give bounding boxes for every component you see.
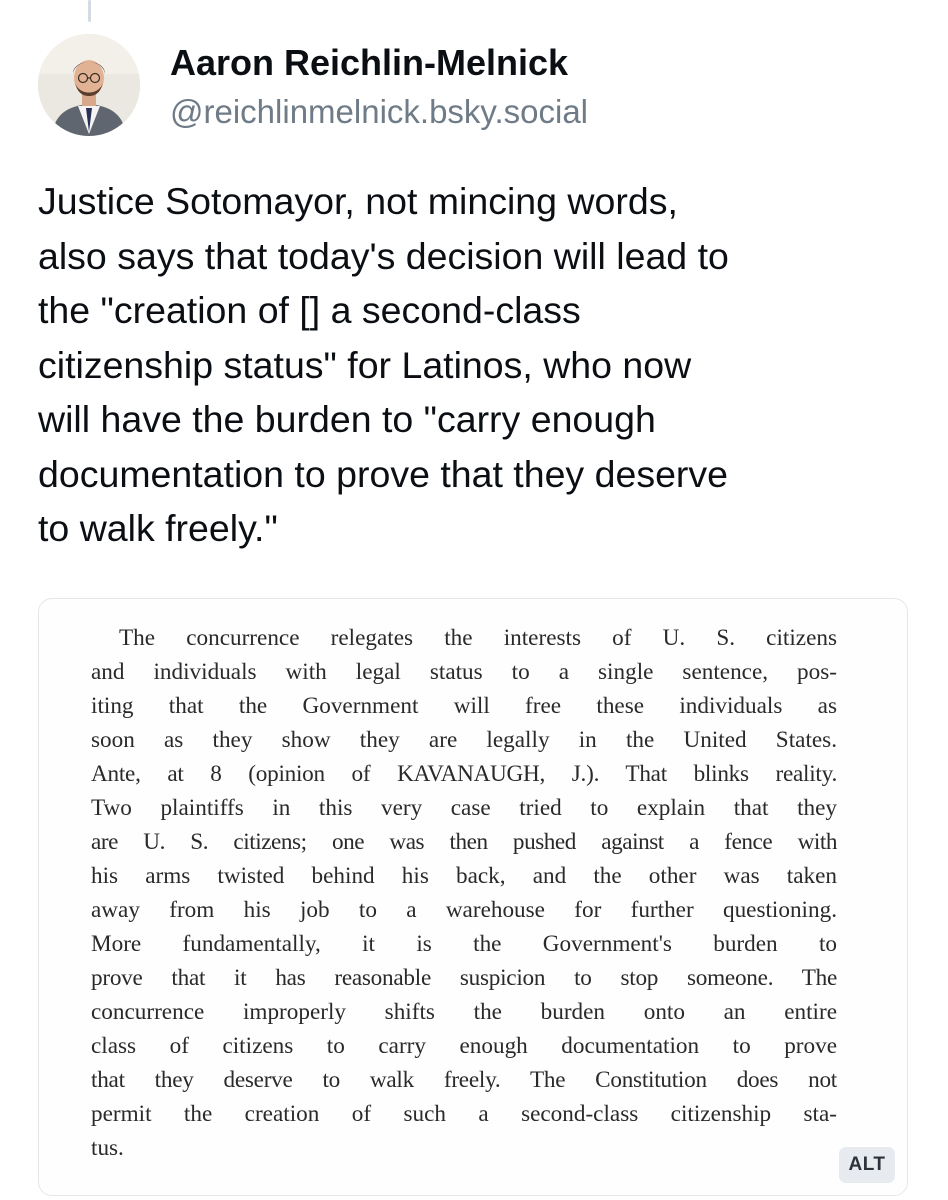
document-line: prove that it has reasonable suspicion to stop someone. The (91, 965, 837, 991)
document-line: his arms twisted behind his back, and the other was taken (91, 863, 837, 889)
document-line: iting that the Government will free these individuals as (91, 693, 837, 719)
post-text-line: citizenship status" for Latinos, who now (38, 343, 692, 386)
post-text-line: will have the burden to "carry enough (38, 398, 656, 440)
post-text-line: Justice Sotomayor, not mincing words, (38, 180, 678, 222)
document-line: concurrence improperly shifts the burden onto an entire (91, 999, 837, 1025)
document-line: class of citizens to carry enough documentation to prove (91, 1033, 837, 1059)
document-line: More fundamentally, it is the Government's burden to (91, 931, 837, 957)
document-line: The concurrence relegates the interests of U. S. citizens (119, 625, 837, 651)
document-line: that they deserve to walk freely. The Constitution does not (91, 1067, 837, 1093)
attached-image[interactable] (38, 598, 908, 1196)
document-line: and individuals with legal status to a single sentence, pos- (91, 659, 837, 685)
avatar-photo-icon (38, 34, 140, 136)
post-text (38, 174, 918, 556)
author-handle[interactable]: @reichlinmelnick.bsky.social (170, 93, 589, 130)
document-line: are U. S. citizens; one was then pushed against a fence with (91, 829, 837, 855)
thread-connector-line (88, 0, 91, 22)
post-text-line: to walk freely." (38, 507, 278, 549)
document-excerpt (91, 621, 837, 1165)
document-line: Ante, at 8 (opinion of KAVANAUGH, J.). That blinks reality. (91, 761, 837, 787)
document-line: permit the creation of such a second-class citizenship sta- (91, 1101, 837, 1127)
document-line: tus. (91, 1135, 124, 1161)
author-display-name[interactable]: Aaron Reichlin-Melnick (170, 42, 569, 83)
post-text-line: documentation to prove that they deserve (38, 452, 729, 495)
document-line: away from his job to a warehouse for further questioning. (91, 897, 837, 923)
document-line: Two plaintiffs in this very case tried to explain that they (91, 795, 837, 821)
author-avatar[interactable] (38, 34, 140, 136)
post-text-line: the "creation of [] a second-class (38, 289, 581, 331)
alt-text-badge[interactable]: ALT (839, 1147, 895, 1183)
post-text-line: also says that today's decision will lead to (38, 234, 729, 277)
document-line: soon as they show they are legally in the United States. (91, 727, 837, 753)
